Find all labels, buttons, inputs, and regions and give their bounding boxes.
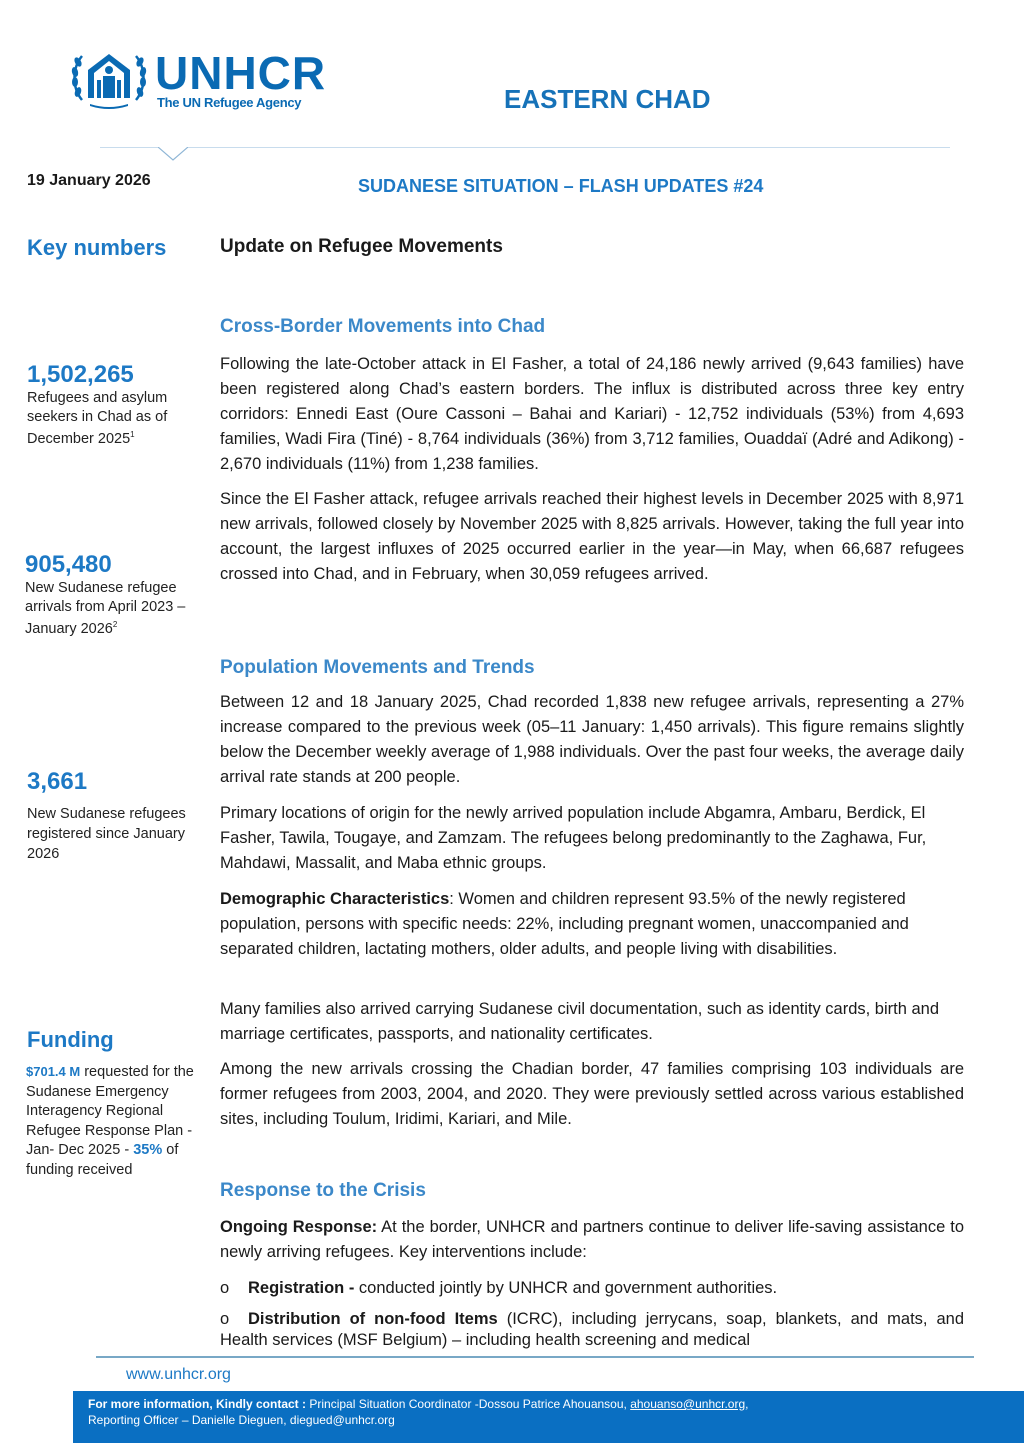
demographic-label: Demographic Characteristics: [220, 890, 450, 908]
footnote-marker: 1: [130, 430, 135, 439]
bullet-marker-icon: o: [220, 1279, 230, 1297]
footer-divider: [96, 1356, 974, 1358]
paragraph: Primary locations of origin for the newly arrived population include Abgamra, Ambaru, Berdick, El Fasher, Tawila, Tougaye, and Zamzam. The refugees belong predominantly to the Zaghawa, Fur, Mahdawi, Massalit, and Maba ethnic groups.: [220, 804, 927, 872]
key-number-value: 905,480: [25, 551, 112, 578]
funding-percent: 35%: [133, 1142, 163, 1159]
paragraph: Since the El Fasher attack, refugee arrivals reached their highest levels in December 2025 with 8,971 new arrivals, followed closely by November 2025 with 8,825 arrivals. However, taking the full year into account, the largest influxes of 2025 occurred earlier in the year—in May, when 66,687 refugees crossed into Chad, and in February, when 30,059 refugees arrived.: [220, 490, 964, 583]
funding-heading: Funding: [27, 1027, 114, 1052]
contact-info: For more information, Kindly contact : Principal Situation Coordinator -Dossou Patrice Ahouansou, ahouanso@unhcr.org, Reporting Officer – Danielle Dieguen, diegued@unhcr.org: [88, 1397, 749, 1427]
bullet-item: o Distribution of non-food Items (ICRC), including jerrycans, soap, blankets, and mats, and Health services (MSF Belgium) – including health screening and medical: [220, 1310, 965, 1349]
key-numbers-heading: Key numbers: [27, 235, 167, 260]
paragraph: Many families also arrived carrying Sudanese civil documentation, such as identity cards, birth and marriage certificates, passports, and nationality certificates.: [220, 1000, 940, 1043]
footnote-marker: 2: [112, 620, 118, 629]
key-number-value: 1,502,265: [27, 361, 134, 388]
bullet-marker-icon: o: [220, 1310, 230, 1328]
key-number-registered-2026: [27, 768, 197, 864]
demographic-paragraph: Demographic Characteristics: Women and children represent 93.5% of the newly registered population, persons with specific needs: 22%, including pregnant women, unaccompanied and separated children, lactating mothers, older adults, and people living with disabilities.: [220, 890, 909, 958]
key-number-desc: Refugees and asylum seekers in Chad as of December 2025$^1$: [27, 390, 168, 447]
main-title: Update on Refugee Movements: [220, 236, 503, 257]
report-date: 19 January 2026: [27, 172, 151, 189]
section-heading-cross-border: Cross-Border Movements into Chad: [220, 316, 546, 337]
key-number-desc: New Sudanese refugee arrivals from April 2023 – January 2026$^2$: [25, 580, 186, 637]
report-title: SUDANESE SITUATION – FLASH UPDATES #24: [358, 176, 764, 196]
header-divider: [100, 147, 950, 148]
funding-amount: $701.4 M: [26, 1064, 81, 1079]
key-number-new-arrivals: [25, 551, 195, 638]
unhcr-logo-wordmark: UNHCR: [155, 47, 327, 99]
paragraph: Following the late-October attack in El Fasher, a total of 24,186 newly arrived (9,643 families) have been registered along Chad’s eastern borders. The influx is distributed across three key entry corridors: Ennedi East (Oure Cassoni – Bahai and Kariari) - 12,752 individuals (53%) from 4,693 families, Wadi Fira (Tiné) - 8,764 individuals (36%) from 3,712 families, Ouaddaï (Adré and Adikong) - 2,670 individuals (11%) from 1,238 families.: [220, 355, 964, 473]
section-heading-population-trends: Population Movements and Trends: [220, 657, 535, 678]
key-number-value: 3,661: [27, 768, 88, 795]
contact-label: For more information, Kindly contact :: [88, 1397, 307, 1411]
chevron-down-icon: [158, 147, 188, 161]
paragraph: Between 12 and 18 January 2025, Chad recorded 1,838 new refugee arrivals, representing a 27% increase compared to the previous week (05–11 January: 1,450 arrivals). This figure remains slightly below the December weekly average of 1,988 individuals. Over the past four weeks, the average daily arrival rate stands at 200 people.: [220, 693, 964, 786]
ongoing-response-paragraph: Ongoing Response: At the border, UNHCR and partners continue to deliver life-saving assistance to newly arriving refugees. Key interventions include:: [220, 1218, 964, 1261]
unhcr-logo-tagline: The UN Refugee Agency: [157, 95, 302, 110]
coordinator-email-link[interactable]: ahouanso@unhcr.org: [630, 1397, 746, 1411]
funding-text: $701.4 M requested for the Sudanese Emergency Interagency Regional Refugee Response Plan - Jan- Dec 2025 - 35% of funding received: [26, 1064, 194, 1178]
paragraph: Among the new arrivals crossing the Chadian border, 47 families comprising 103 individuals are former refugees from 2003, 2004, and 2020. They were previously settled across various established sites, including Toulum, Iridimi, Kariari, and Mile.: [220, 1060, 964, 1128]
bullet-item: o Registration - conducted jointly by UNHCR and government authorities.: [220, 1276, 964, 1301]
reporting-officer-contact: Reporting Officer – Danielle Dieguen, diegued@unhcr.org: [88, 1413, 395, 1427]
section-heading-response: Response to the Crisis: [220, 1180, 426, 1201]
region-title: EASTERN CHAD: [504, 84, 711, 114]
key-number-refugees-total: [27, 361, 197, 448]
key-number-desc: New Sudanese refugees registered since January 2026: [27, 806, 186, 862]
ongoing-response-label: Ongoing Response:: [220, 1218, 378, 1236]
unhcr-emblem-icon: [70, 48, 148, 110]
website-link[interactable]: www.unhcr.org: [126, 1366, 231, 1383]
